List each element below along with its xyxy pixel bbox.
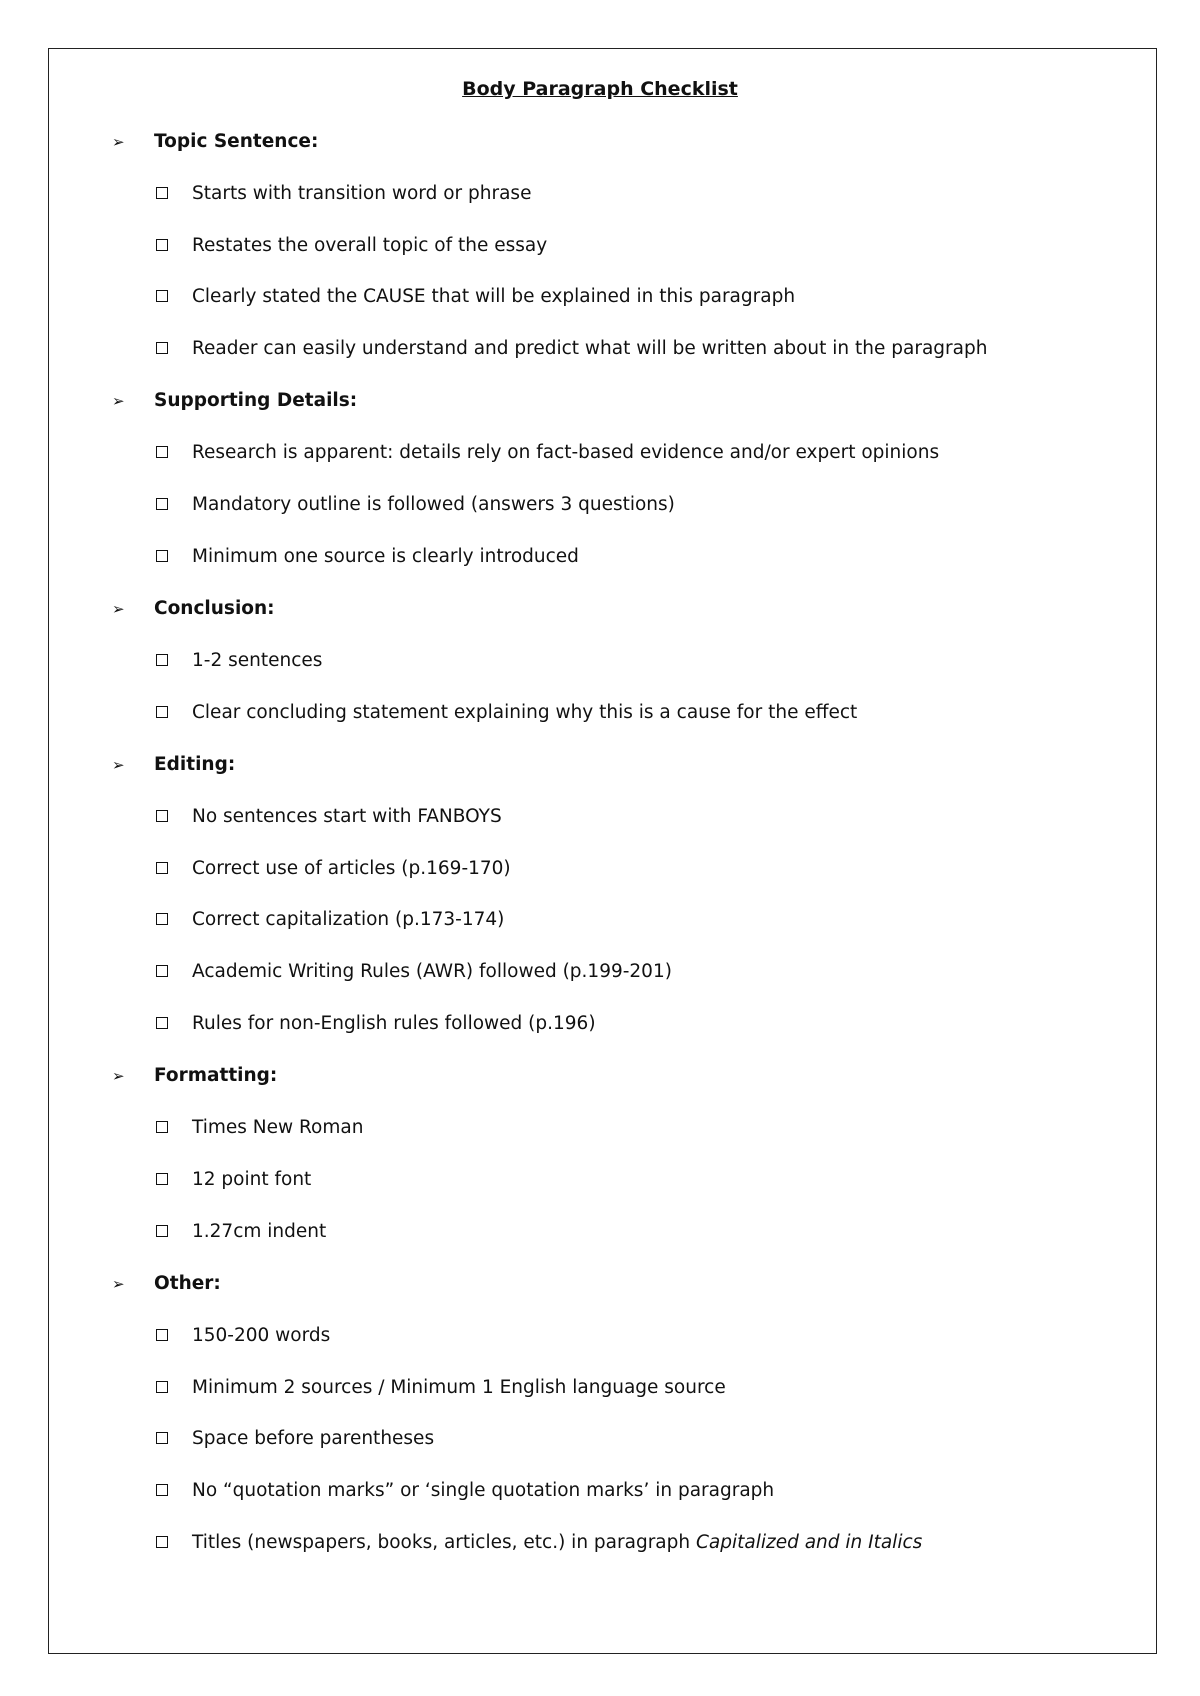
section-label: Formatting: [154, 1065, 278, 1086]
checklist-item[interactable] [156, 959, 672, 985]
checklist-item[interactable] [156, 1323, 330, 1349]
section-editing [112, 752, 235, 778]
section-formatting [112, 1063, 277, 1089]
checklist-item[interactable] [156, 1478, 774, 1504]
arrow-bullet-icon: ➢ [112, 600, 125, 618]
item-text: Research is apparent: details rely on fact-based evidence and/or expert opinions [192, 442, 940, 463]
arrow-bullet-icon: ➢ [112, 1067, 125, 1085]
item-text: Correct use of articles (p.169-170) [192, 858, 511, 879]
checkbox-icon[interactable] [156, 187, 168, 199]
item-text-italic: Capitalized and in Italics [695, 1532, 923, 1553]
checkbox-icon[interactable] [156, 1432, 168, 1444]
checklist-item[interactable] [156, 856, 511, 882]
checklist-item[interactable] [156, 804, 502, 830]
checklist-item[interactable] [156, 1375, 726, 1401]
page-title: Body Paragraph Checklist [462, 78, 738, 100]
section-label: Conclusion: [154, 598, 275, 619]
section-label: Topic Sentence: [154, 131, 319, 152]
item-text: Rules for non-English rules followed (p.196) [192, 1013, 596, 1034]
item-text: Minimum 2 sources / Minimum 1 English language source [192, 1377, 726, 1398]
checklist-item[interactable] [156, 336, 987, 362]
checkbox-icon[interactable] [156, 239, 168, 251]
item-text: Starts with transition word or phrase [192, 183, 532, 204]
item-text: No “quotation marks” or ‘single quotation marks’ in paragraph [192, 1480, 775, 1501]
section-conclusion [112, 596, 275, 622]
checkbox-icon[interactable] [156, 654, 168, 666]
item-text: Mandatory outline is followed (answers 3 questions) [192, 494, 675, 515]
section-label: Supporting Details: [154, 390, 358, 411]
checkbox-icon[interactable] [156, 550, 168, 562]
checklist-item[interactable] [156, 1530, 922, 1556]
section-topic-sentence [112, 129, 318, 155]
checklist-item[interactable] [156, 181, 531, 207]
checkbox-icon[interactable] [156, 913, 168, 925]
checkbox-icon[interactable] [156, 706, 168, 718]
checkbox-icon[interactable] [156, 1536, 168, 1548]
item-text: 150-200 words [192, 1325, 331, 1346]
checklist-item[interactable] [156, 700, 857, 726]
checklist-item[interactable] [156, 1167, 311, 1193]
checklist-item[interactable] [156, 1011, 596, 1037]
checklist-item[interactable] [156, 233, 547, 259]
section-other [112, 1271, 221, 1297]
checkbox-icon[interactable] [156, 1225, 168, 1237]
checkbox-icon[interactable] [156, 1381, 168, 1393]
checklist-item[interactable] [156, 1115, 363, 1141]
checklist-item[interactable] [156, 492, 675, 518]
item-text: 1-2 sentences [192, 650, 323, 671]
arrow-bullet-icon: ➢ [112, 133, 125, 151]
checkbox-icon[interactable] [156, 446, 168, 458]
checkbox-icon[interactable] [156, 1329, 168, 1341]
checklist-item[interactable] [156, 648, 322, 674]
checkbox-icon[interactable] [156, 1173, 168, 1185]
arrow-bullet-icon: ➢ [112, 756, 125, 774]
checklist-item[interactable] [156, 1426, 434, 1452]
item-text: 1.27cm indent [192, 1221, 327, 1242]
item-text: Restates the overall topic of the essay [192, 235, 548, 256]
checkbox-icon[interactable] [156, 342, 168, 354]
item-text: Correct capitalization (p.173-174) [192, 909, 505, 930]
section-label: Other: [154, 1273, 221, 1294]
section-supporting-details [112, 388, 357, 414]
checkbox-icon[interactable] [156, 1121, 168, 1133]
checkbox-icon[interactable] [156, 1017, 168, 1029]
checkbox-icon[interactable] [156, 965, 168, 977]
section-label: Editing: [154, 754, 236, 775]
checklist-item[interactable] [156, 284, 795, 310]
item-text: No sentences start with FANBOYS [192, 806, 502, 827]
checklist-item[interactable] [156, 544, 579, 570]
item-text: Clear concluding statement explaining why this is a cause for the effect [192, 702, 858, 723]
item-text: Academic Writing Rules (AWR) followed (p.199-201) [192, 961, 672, 982]
checkbox-icon[interactable] [156, 1484, 168, 1496]
item-text: Minimum one source is clearly introduced [192, 546, 579, 567]
checklist-item[interactable] [156, 440, 939, 466]
checklist-item[interactable] [156, 907, 504, 933]
item-text: Space before parentheses [192, 1428, 435, 1449]
item-text: Times New Roman [192, 1117, 364, 1138]
item-text: 12 point font [192, 1169, 312, 1190]
item-text: Titles (newspapers, books, articles, etc.) in paragraph [192, 1532, 696, 1553]
checkbox-icon[interactable] [156, 810, 168, 822]
arrow-bullet-icon: ➢ [112, 1275, 125, 1293]
checklist-item[interactable] [156, 1219, 326, 1245]
item-text: Clearly stated the CAUSE that will be explained in this paragraph [192, 286, 796, 307]
checkbox-icon[interactable] [156, 498, 168, 510]
item-text: Reader can easily understand and predict what will be written about in the paragraph [192, 338, 988, 359]
arrow-bullet-icon: ➢ [112, 392, 125, 410]
checkbox-icon[interactable] [156, 862, 168, 874]
checkbox-icon[interactable] [156, 290, 168, 302]
